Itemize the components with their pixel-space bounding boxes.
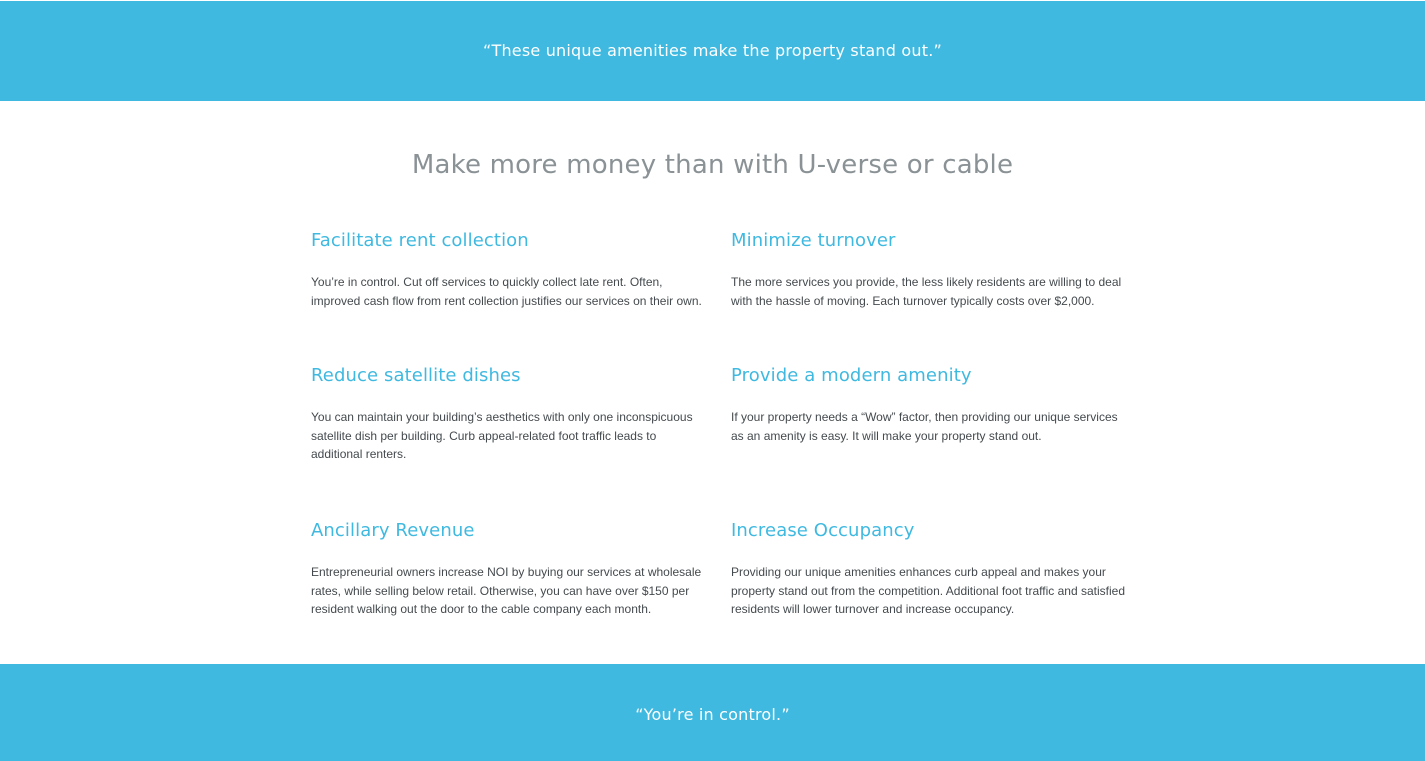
- feature-description: If your property needs a “Wow” factor, then providing our unique services as an amenity is easy. It will make your property stand out.: [731, 410, 1118, 443]
- feature-title: Facilitate rent collection: [311, 230, 529, 251]
- feature-description: You can maintain your building’s aesthetics with only one inconspicuous satellite dish per building. Curb appeal-related foot traffic leads to additional renters.: [311, 410, 693, 462]
- feature-description: Providing our unique amenities enhances curb appeal and makes your property stand out from the competition. Additional foot traffic and satisfied residents will lower turnover and increase occupancy.: [731, 565, 1126, 617]
- feature-increase-occupancy: [731, 519, 1131, 619]
- feature-title: Increase Occupancy: [731, 520, 915, 541]
- feature-description: You’re in control. Cut off services to quickly collect late rent. Often, improved cash flow from rent collection justifies our services on their own.: [311, 275, 702, 308]
- feature-provide-modern-amenity: [731, 364, 1131, 445]
- feature-reduce-satellite-dishes: [311, 364, 711, 464]
- feature-ancillary-revenue: [311, 519, 711, 619]
- feature-minimize-turnover: [731, 229, 1131, 310]
- feature-facilitate-rent-collection: [311, 229, 711, 310]
- feature-title: Ancillary Revenue: [311, 520, 475, 541]
- bottom-quote-banner: [0, 664, 1425, 761]
- top-quote-banner: [0, 1, 1425, 101]
- top-quote-text: “These unique amenities make the property stand out.”: [483, 41, 942, 60]
- feature-description: The more services you provide, the less likely residents are willing to deal with the hassle of moving. Each turnover typically costs over $2,000.: [731, 275, 1122, 308]
- feature-title: Minimize turnover: [731, 230, 896, 251]
- feature-title: Reduce satellite dishes: [311, 365, 521, 386]
- feature-title: Provide a modern amenity: [731, 365, 972, 386]
- feature-description: Entrepreneurial owners increase NOI by buying our services at wholesale rates, while selling below retail. Otherwise, you can have over $150 per resident walking out the door to the cable company each month.: [311, 565, 702, 617]
- section-title: Make more money than with U-verse or cable: [411, 150, 1014, 180]
- bottom-quote-text: “You’re in control.”: [635, 705, 790, 724]
